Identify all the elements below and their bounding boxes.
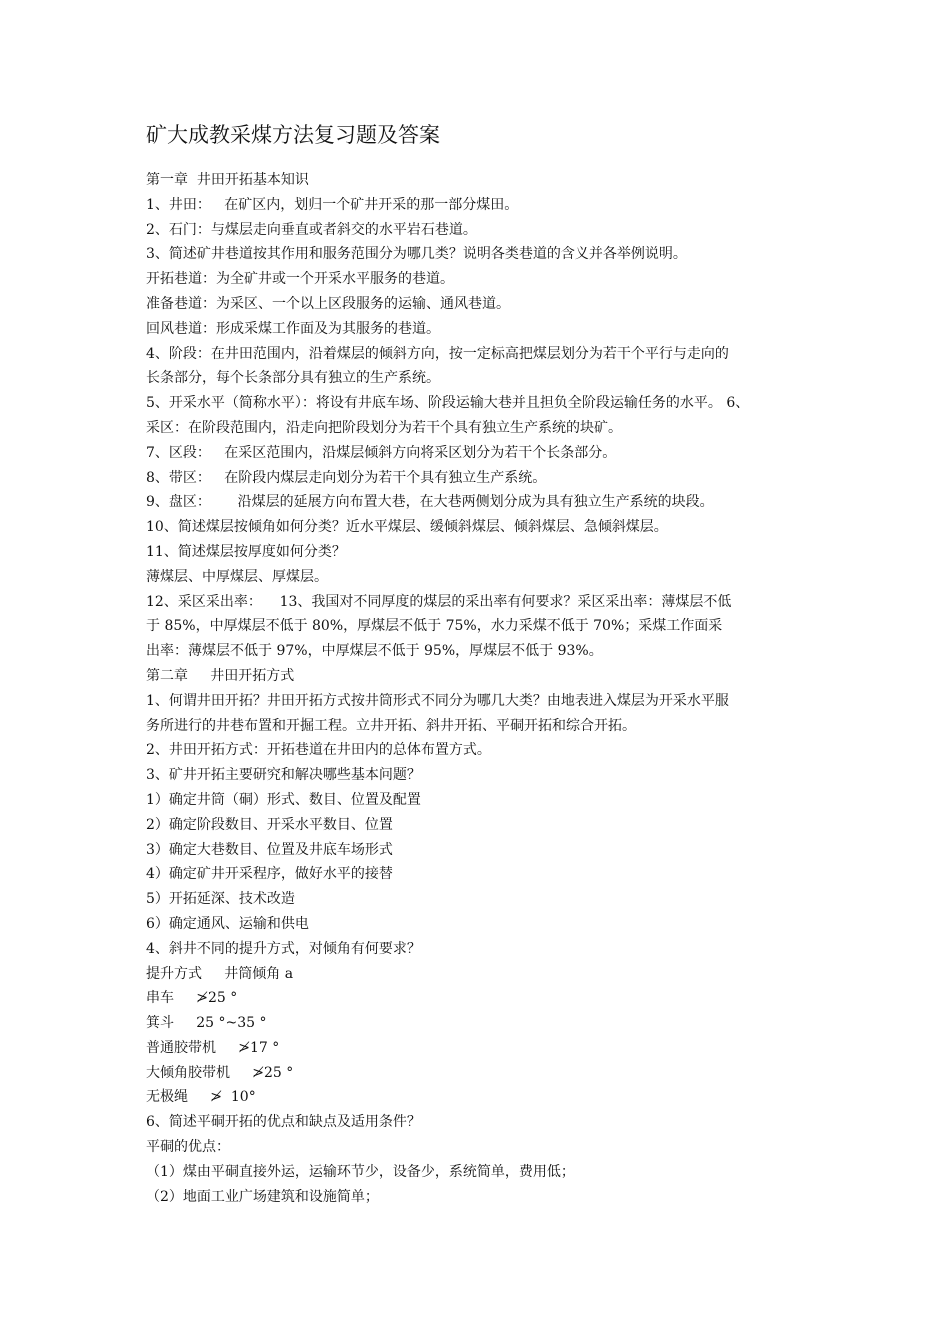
document-title: 矿大成教采煤方法复习题及答案 [146, 123, 440, 147]
text-line [146, 689, 810, 714]
text-line [146, 813, 810, 838]
text-line-content: 提升方式 井筒倾角 a [146, 965, 294, 982]
text-line [146, 441, 810, 466]
text-line [146, 788, 810, 813]
text-line-content: 5、开采水平（简称水平）：将设有井底车场、阶段运输大巷并且担负全阶段运输任务的水平。 6、 [146, 395, 750, 412]
document-body [146, 168, 810, 1209]
text-line-content: 务所进行的井巷布置和开掘工程。立井开拓、斜井开拓、平硐开拓和综合开拓。 [146, 717, 636, 734]
text-line [146, 242, 810, 267]
text-line [146, 1085, 810, 1110]
text-line-content: 平硐的优点： [146, 1139, 230, 1156]
text-line [146, 267, 810, 292]
text-line-content: 6）确定通风、运输和供电 [146, 915, 309, 932]
text-line [146, 366, 810, 391]
text-line [146, 862, 810, 887]
text-line [146, 218, 810, 243]
text-line [146, 168, 810, 193]
text-line [146, 590, 810, 615]
text-line-content: 箕斗 25 °~35 ° [146, 1015, 267, 1032]
text-line [146, 1185, 810, 1210]
text-line [146, 614, 810, 639]
text-line [146, 515, 810, 540]
text-line-content: 第一章 井田开拓基本知识 [146, 172, 309, 188]
text-line-content: 1、何谓井田开拓？井田开拓方式按井筒形式不同分为哪几大类？由地表进入煤层为开采水平服 [146, 692, 729, 709]
text-line [146, 193, 810, 218]
text-line [146, 416, 810, 441]
text-line [146, 1061, 810, 1086]
text-line-content: 8、带区： 在阶段内煤层走向划分为若干个具有独立生产系统。 [146, 469, 547, 486]
text-line [146, 664, 810, 689]
text-line-content: （1）煤由平硐直接外运，运输环节少，设备少，系统简单，费用低； [146, 1163, 575, 1180]
text-line-content: 3、矿井开拓主要研究和解决哪些基本问题？ [146, 767, 421, 784]
text-line-content: 4、斜井不同的提升方式，对倾角有何要求？ [146, 940, 421, 957]
text-line-content: 1、井田： 在矿区内，划归一个矿井开采的那一部分煤田。 [146, 196, 519, 213]
text-line [146, 887, 810, 912]
text-line-content: 4、阶段：在井田范围内，沿着煤层的倾斜方向，按一定标高把煤层划分为若干个平行与走向的 [146, 345, 729, 362]
text-line-content: 11、简述煤层按厚度如何分类？ [146, 543, 346, 560]
text-line-content: （2）地面工业广场建筑和设施简单； [146, 1188, 379, 1205]
text-line-content: 5）开拓延深、技术改造 [146, 891, 295, 908]
text-line-content: 3）确定大巷数目、位置及井底车场形式 [146, 841, 393, 858]
text-line-content: 无极绳 ≯ 10° [146, 1089, 256, 1106]
text-line [146, 1160, 810, 1185]
text-line-content: 7、区段： 在采区范围内，沿煤层倾斜方向将采区划分为若干个长条部分。 [146, 444, 617, 461]
text-line-content: 出率：薄煤层不低于 97%，中厚煤层不低于 95%，厚煤层不低于 93%。 [146, 643, 603, 660]
text-line [146, 639, 810, 664]
text-line [146, 912, 810, 937]
text-line-content: 串车 ≯25 ° [146, 990, 238, 1007]
text-line-content: 6、简述平硐开拓的优点和缺点及适用条件？ [146, 1114, 421, 1131]
text-line-content: 薄煤层、中厚煤层、厚煤层。 [146, 568, 328, 585]
text-line-content: 采区：在阶段范围内，沿走向把阶段划分为若干个具有独立生产系统的块矿。 [146, 419, 622, 436]
text-line-content: 3、简述矿井巷道按其作用和服务范围分为哪几类？说明各类巷道的含义并各举例说明。 [146, 246, 687, 263]
text-line-content: 2、石门：与煤层走向垂直或者斜交的水平岩石巷道。 [146, 221, 477, 238]
text-line [146, 391, 810, 416]
text-line [146, 937, 810, 962]
text-line [146, 962, 810, 987]
text-line [146, 738, 810, 763]
text-line-content: 准备巷道：为采区、一个以上区段服务的运输、通风巷道。 [146, 295, 510, 312]
text-line [146, 292, 810, 317]
text-line-content: 长条部分，每个长条部分具有独立的生产系统。 [146, 370, 440, 387]
text-line-content: 12、采区采出率： 13、我国对不同厚度的煤层的采出率有何要求？采区采出率：薄煤层不低 [146, 593, 732, 610]
text-line [146, 838, 810, 863]
text-line-content: 9、盘区： 沿煤层的延展方向布置大巷，在大巷两侧划分成为具有独立生产系统的块段。 [146, 494, 714, 511]
text-line [146, 342, 810, 367]
text-line-content: 2）确定阶段数目、开采水平数目、位置 [146, 816, 393, 833]
text-line [146, 986, 810, 1011]
text-line [146, 466, 810, 491]
text-line-content: 回风巷道：形成采煤工作面及为其服务的巷道。 [146, 320, 440, 337]
text-line-content: 4）确定矿井开采程序，做好水平的接替 [146, 866, 393, 883]
text-line [146, 540, 810, 565]
text-line [146, 714, 810, 739]
text-line [146, 763, 810, 788]
text-line [146, 1110, 810, 1135]
text-line-content: 大倾角胶带机 ≯25 ° [146, 1064, 294, 1081]
text-line-content: 于 85%，中厚煤层不低于 80%，厚煤层不低于 75%，水力采煤不低于 70%；采煤工作面采 [146, 618, 723, 635]
text-line-content: 开拓巷道：为全矿井或一个开采水平服务的巷道。 [146, 271, 454, 288]
text-line [146, 317, 810, 342]
text-line [146, 1135, 810, 1160]
text-line-content: 普通胶带机 ≯17 ° [146, 1039, 280, 1056]
text-line-content: 2、井田开拓方式：开拓巷道在井田内的总体布置方式。 [146, 742, 491, 759]
text-line-content: 10、简述煤层按倾角如何分类？近水平煤层、缓倾斜煤层、倾斜煤层、急倾斜煤层。 [146, 519, 668, 536]
text-line-content: 第二章 井田开拓方式 [146, 667, 295, 684]
text-line [146, 1036, 810, 1061]
text-line [146, 1011, 810, 1036]
text-line-content: 1）确定井筒（硐）形式、数目、位置及配置 [146, 791, 421, 808]
text-line [146, 565, 810, 590]
text-line [146, 490, 810, 515]
